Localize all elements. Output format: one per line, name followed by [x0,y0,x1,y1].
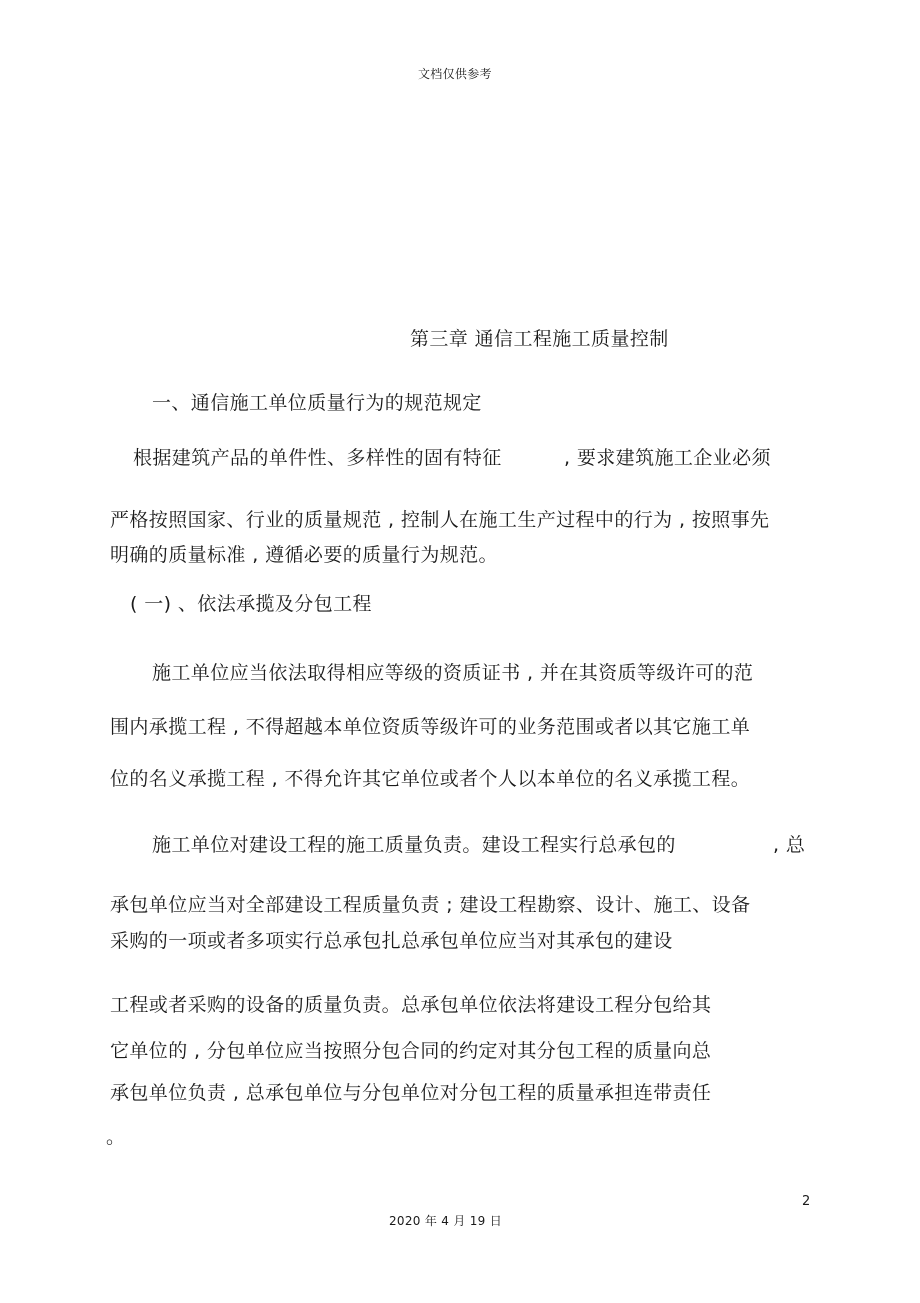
sub-heading: ( 一) 、依法承揽及分包工程 [130,593,372,615]
paragraph-line: 采购的一项或者多项实行总承包扎总承包单位应当对其承包的建设 [110,930,673,952]
paragraph-line: 严格按照国家、行业的质量规范 , 控制人在施工生产过程中的行为 , 按照事先 [110,509,770,531]
paragraph-line: 承包单位应当对全部建设工程质量负责 ; 建设工程勘察、设计、施工、设备 [110,894,751,916]
page-number: 2 [802,1194,811,1209]
paragraph-line: 施工单位应当依法取得相应等级的资质证书 , 并在其资质等级许可的范 [152,662,754,684]
paragraph-line: , 要求建筑施工企业必须 [564,447,771,469]
paragraph-line: 施工单位对建设工程的施工质量负责。建设工程实行总承包的 [152,834,676,856]
paragraph-line: 工程或者采购的设备的质量负责。总承包单位依法将建设工程分包给其 [110,994,712,1016]
paragraph-line: 围内承揽工程 , 不得超越本单位资质等级许可的业务范围或者以其它施工单 [110,716,751,738]
paragraph-line: 它单位的 , 分包单位应当按照分包合同的约定对其分包工程的质量向总 [110,1040,712,1062]
paragraph-line: 承包单位负责 , 总承包单位与分包单位对分包工程的质量承担连带责任 [110,1082,712,1104]
paragraph-line: 。 [106,1126,126,1148]
chapter-title: 第三章 通信工程施工质量控制 [410,328,669,350]
header-note: 文档仅供参考 [418,67,492,81]
paragraph-line: , 总 [773,834,806,856]
paragraph-line: 明确的质量标准 , 遵循必要的质量行为规范。 [110,544,498,566]
section-heading: 一、通信施工单位质量行为的规范规定 [152,392,482,414]
footer-date: 2020 年 4 月 19 日 [389,1214,503,1228]
paragraph-line: 位的名义承揽工程 , 不得允许其它单位或者个人以本单位的名义承揽工程。 [110,768,751,790]
paragraph-line: 根据建筑产品的单件性、多样性的固有特征 [133,447,502,469]
